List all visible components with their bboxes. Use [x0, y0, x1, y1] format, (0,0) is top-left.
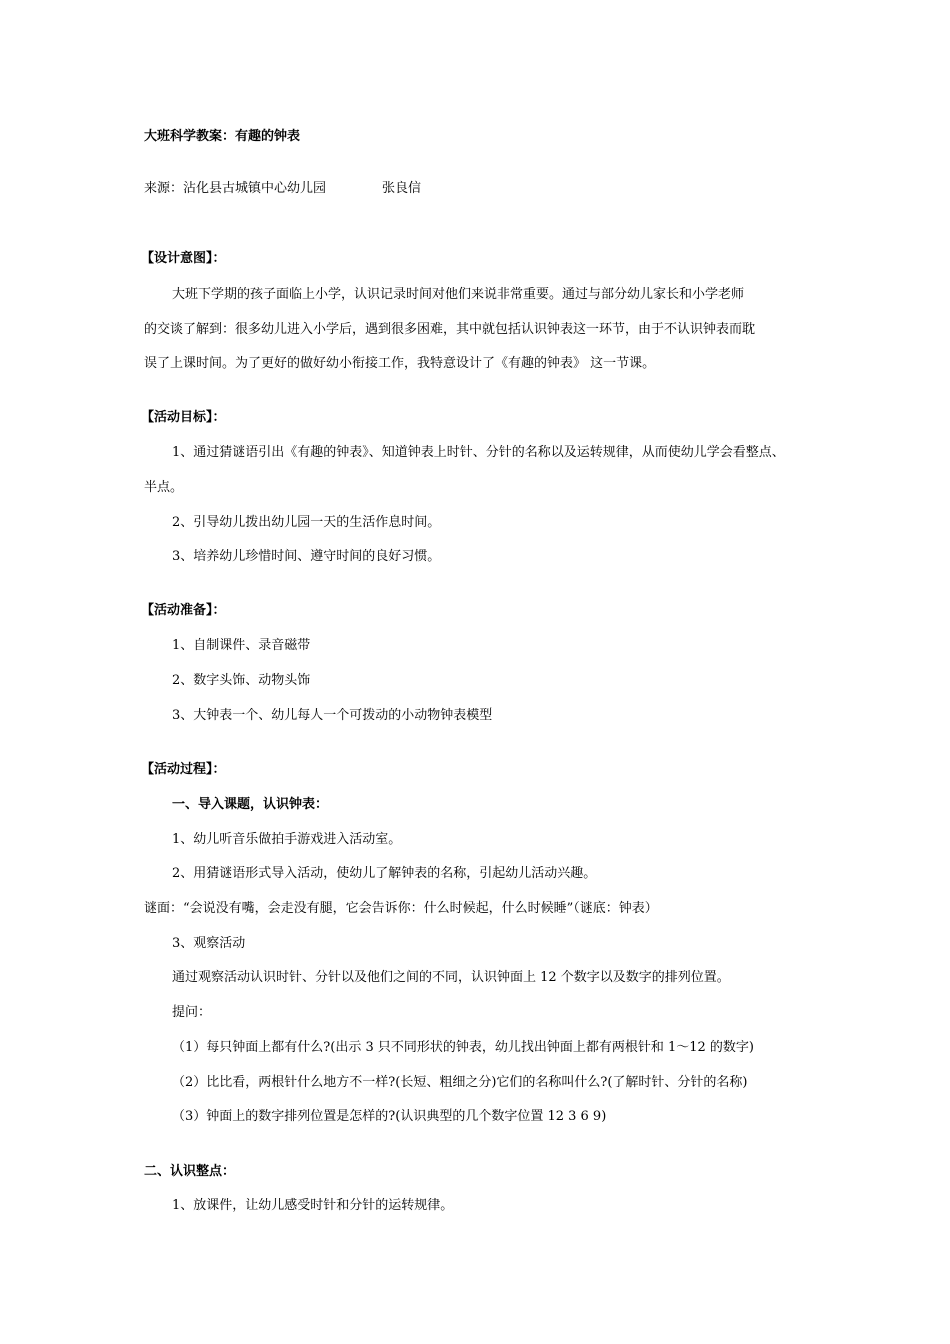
riddle-line: 谜面：“会说没有嘴，会走没有腿，它会告诉你：什么时候起，什么时候睡”（谜底：钟表） — [144, 901, 658, 916]
process-line: 1、放课件，让幼儿感受时针和分针的运转规律。 — [172, 1198, 454, 1213]
goals-line: 1、通过猜谜语引出《有趣的钟表》、知道钟表上时针、分针的名称以及运转规律，从而使幼儿学会看整点、 — [172, 445, 785, 460]
design-line: 大班下学期的孩子面临上小学，认识记录时间对他们来说非常重要。通过与部分幼儿家长和小学老师 — [172, 287, 745, 302]
process-heading: 【活动过程】： — [141, 762, 226, 777]
process-line: 1、幼儿听音乐做拍手游戏进入活动室。 — [172, 832, 402, 847]
process-line: 2、用猜谜语形式导入活动，使幼儿了解钟表的名称，引起幼儿活动兴趣。 — [172, 866, 597, 881]
goals-line: 半点。 — [144, 480, 184, 495]
process-subheading: 二、认识整点： — [144, 1164, 236, 1179]
process-subheading: 一、导入课题，认识钟表： — [172, 797, 329, 812]
goals-line: 3、培养幼儿珍惜时间、遵守时间的良好习惯。 — [172, 549, 441, 564]
goals-heading: 【活动目标】： — [141, 410, 226, 425]
design-line: 的交谈了解到：很多幼儿进入小学后，遇到很多困难，其中就包括认识钟表这一环节，由于不认识钟表而耽 — [144, 322, 756, 337]
process-line: 3、观察活动 — [172, 936, 246, 951]
design-line: 误了上课时间。为了更好的做好幼小衔接工作，我特意设计了《有趣的钟表》 这一节课。 — [144, 356, 656, 371]
source-author: 张良信 — [382, 181, 422, 196]
prep-line: 3、大钟表一个、幼儿每人一个可拨动的小动物钟表模型 — [172, 708, 493, 723]
source-label: 来源：沾化县古城镇中心幼儿园 — [144, 181, 327, 196]
process-line: 通过观察活动认识时针、分针以及他们之间的不同，认识钟面上 12 个数字以及数字的排列位置。 — [172, 970, 730, 985]
prep-heading: 【活动准备】： — [141, 603, 226, 618]
goals-line: 2、引导幼儿拨出幼儿园一天的生活作息时间。 — [172, 515, 441, 530]
prep-line: 1、自制课件、录音磁带 — [172, 638, 311, 653]
question-line: （1）每只钟面上都有什么?(出示 3 只不同形状的钟表，幼儿找出钟面上都有两根针和 1～12 的数字) — [172, 1040, 754, 1055]
question-line: （2）比比看，两根针什么地方不一样?(长短、粗细之分)它们的名称叫什么?(了解时针、分针的名称) — [172, 1075, 748, 1090]
design-heading: 【设计意图】： — [141, 251, 226, 266]
document-title: 大班科学教案：有趣的钟表 — [144, 129, 301, 144]
process-line: 提问： — [172, 1005, 212, 1020]
source-line — [144, 180, 421, 198]
question-line: （3）钟面上的数字排列位置是怎样的?(认识典型的几个数字位置 12 3 6 9) — [172, 1109, 607, 1124]
prep-line: 2、数字头饰、动物头饰 — [172, 673, 311, 688]
